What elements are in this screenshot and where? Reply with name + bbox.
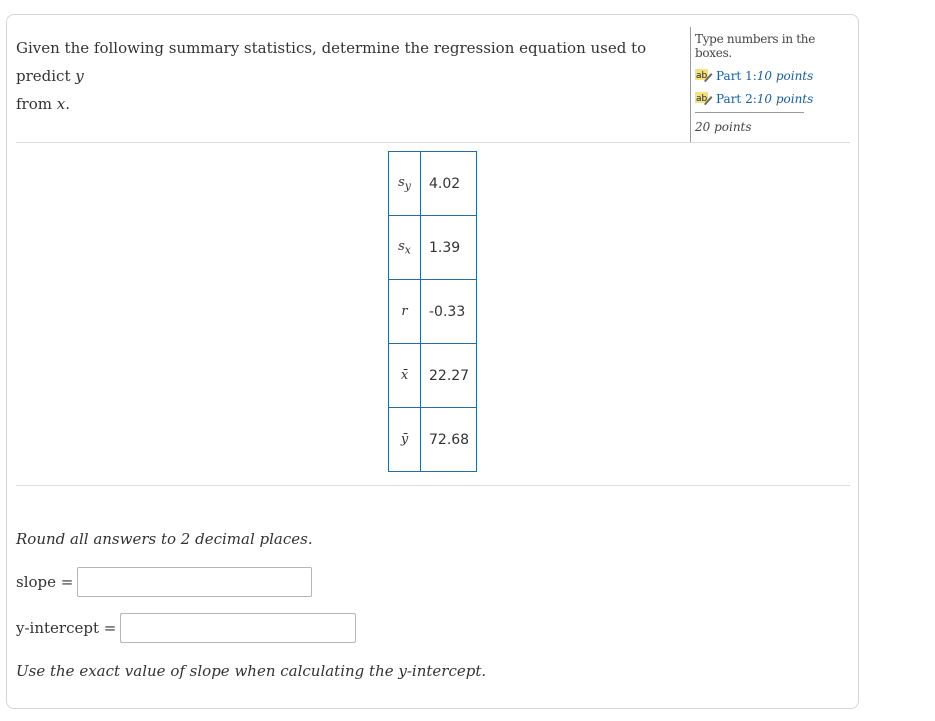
sidebar-part-1-points: 10 points xyxy=(756,69,814,83)
variable-x: x xyxy=(56,95,66,113)
table-row xyxy=(389,152,477,216)
stat-value-sy: 4.02 xyxy=(421,152,477,216)
edit-ab-icon xyxy=(695,69,713,83)
exact-value-note: Use the exact value of slope when calculating the y-intercept. xyxy=(16,662,487,680)
slope-input[interactable] xyxy=(77,567,312,597)
rounding-instruction: Round all answers to 2 decimal places. xyxy=(16,530,313,548)
stat-symbol-sy: $s_y$ xyxy=(389,152,421,216)
intercept-input[interactable] xyxy=(120,613,356,643)
sidebar-total-points: 20 points xyxy=(695,120,752,134)
stat-symbol-sx: $s_x$ xyxy=(389,216,421,280)
sidebar-part-1-label: Part 1: xyxy=(716,69,757,83)
scoring-sidebar xyxy=(690,27,840,143)
stat-value-r: -0.33 xyxy=(421,280,477,344)
question-text-before: Given the following summary statistics, determine the regression equation used to predict xyxy=(16,39,647,85)
stat-value-sx: 1.39 xyxy=(421,216,477,280)
question-text-middle: from xyxy=(16,95,57,113)
stat-symbol-xbar: x̄ xyxy=(389,344,421,408)
sidebar-part-2[interactable] xyxy=(695,92,840,106)
stat-value-ybar: 72.68 xyxy=(421,408,477,472)
edit-ab-icon xyxy=(695,92,713,106)
table-row xyxy=(389,408,477,472)
slope-row xyxy=(16,567,312,597)
sidebar-part-1[interactable] xyxy=(695,69,840,83)
question-text xyxy=(16,34,676,118)
stat-symbol-r: r xyxy=(389,280,421,344)
intercept-row xyxy=(16,613,356,643)
stat-value-xbar: 22.27 xyxy=(421,344,477,408)
section-divider-bottom xyxy=(16,485,850,486)
intercept-label: y-intercept = xyxy=(16,619,117,637)
table-row xyxy=(389,216,477,280)
slope-label: slope = xyxy=(16,573,74,591)
svg-text:ab: ab xyxy=(696,71,708,81)
sidebar-part-2-points: 10 points xyxy=(756,92,814,106)
summary-statistics-table xyxy=(388,151,477,472)
question-text-end: . xyxy=(65,95,70,113)
table-row xyxy=(389,280,477,344)
sidebar-instructions: Type numbers in the boxes. xyxy=(695,32,816,60)
sidebar-divider xyxy=(695,112,804,113)
sidebar-part-2-label: Part 2: xyxy=(716,92,757,106)
section-divider-top xyxy=(16,142,850,143)
variable-y: y xyxy=(75,67,84,85)
stat-symbol-ybar: ȳ xyxy=(389,408,421,472)
svg-text:ab: ab xyxy=(696,94,708,104)
table-row xyxy=(389,344,477,408)
